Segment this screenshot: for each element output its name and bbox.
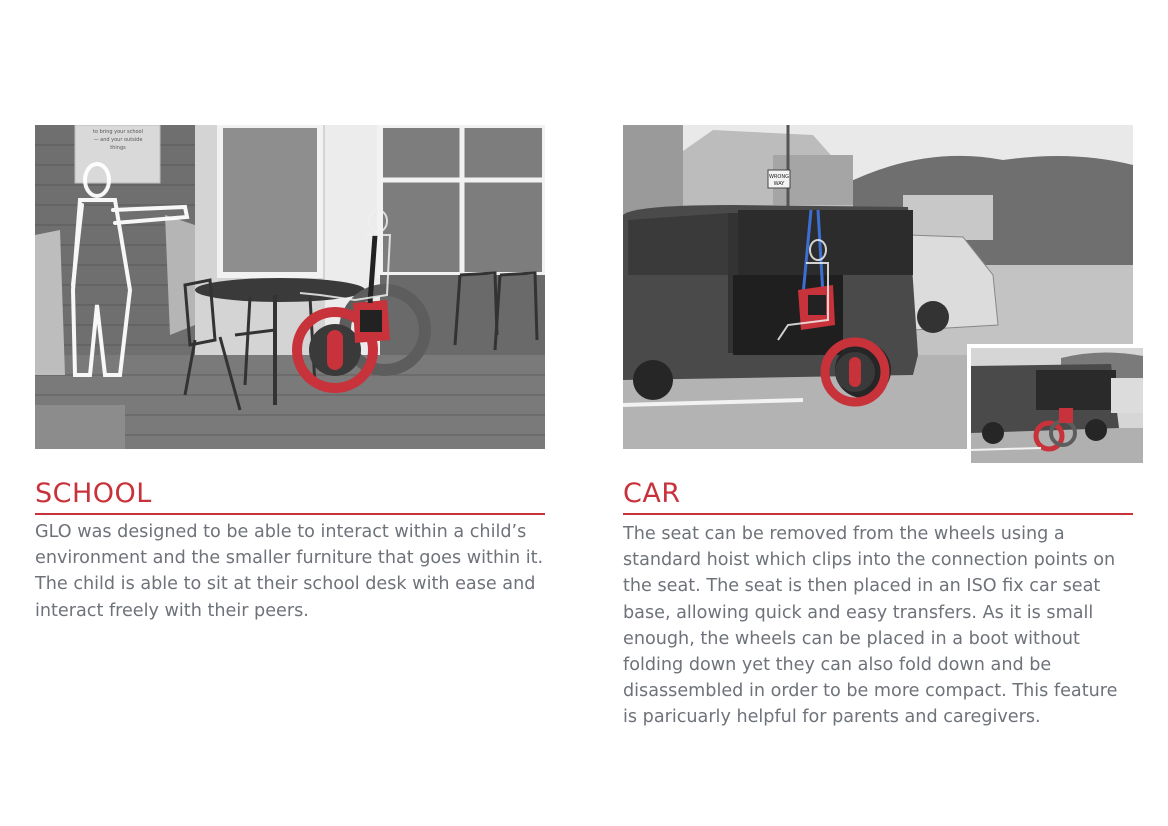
school-heading-rule xyxy=(35,513,545,515)
svg-text:— and your outside: — and your outside xyxy=(93,137,143,143)
svg-text:WRONG: WRONG xyxy=(769,174,789,180)
svg-text:WAY: WAY xyxy=(773,181,785,187)
car-inset-photo xyxy=(967,344,1143,463)
svg-text:to bring your school: to bring your school xyxy=(92,129,144,135)
svg-text:things: things xyxy=(110,145,126,151)
car-description: The seat can be removed from the wheels using a standard hoist which clips into the connection points on the seat. The seat is then placed in an ISO fix car seat base, allowing quick and easy transfers. As it is small enough, the wheels can be placed in a boot without folding down yet they can also fold down and be disassembled in order to be more compact. This feature is paricuarly helpful for parents and caregivers. xyxy=(623,524,1118,728)
car-heading-rule xyxy=(623,513,1133,515)
school-heading: SCHOOL xyxy=(35,478,152,509)
car-heading: CAR xyxy=(623,478,681,509)
school-photo xyxy=(35,125,545,449)
school-description: GLO was designed to be able to interact within a child’s environment and the smaller furniture that goes within it. The child is able to sit at their school desk with ease and interact freely with their peers. xyxy=(35,522,544,621)
